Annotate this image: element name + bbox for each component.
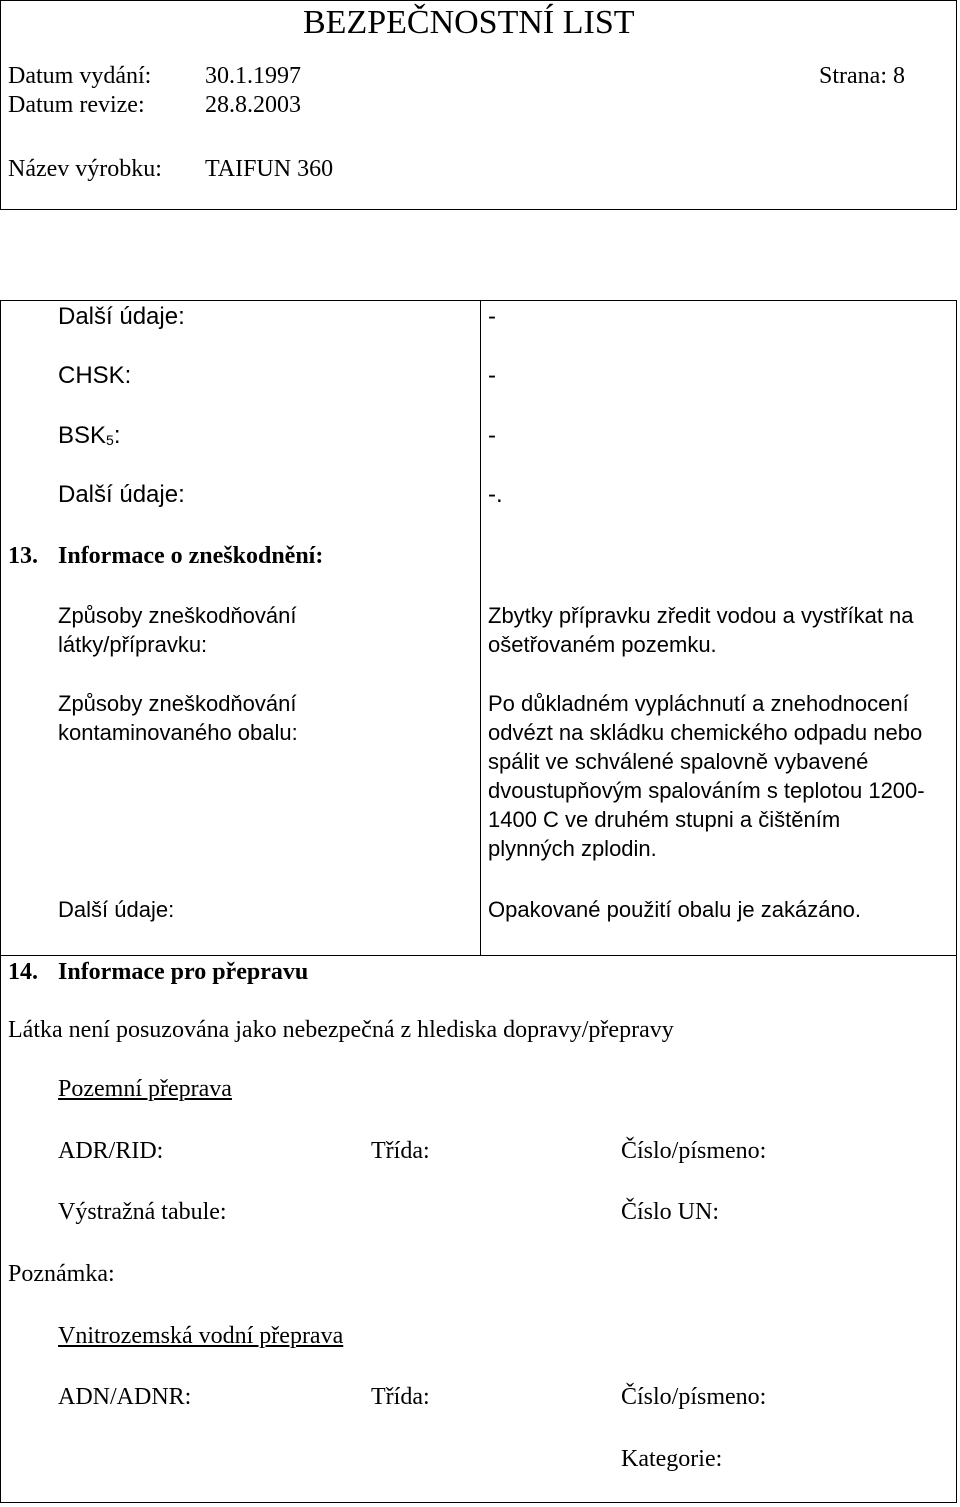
land-transport-heading: Pozemní přeprava <box>58 1076 232 1102</box>
value-line: 1400 C ve druhém stupni a čištěním <box>488 807 841 832</box>
warning-plate-label: Výstražná tabule: <box>58 1199 227 1225</box>
section-14-title: Informace pro přepravu <box>58 959 309 985</box>
value-line: odvézt na skládku chemického odpadu nebo <box>488 720 923 745</box>
section-13-title: Informace o zneškodnění: <box>58 543 324 569</box>
product-name-value: TAIFUN 360 <box>205 156 334 182</box>
value-line: plynných zplodin. <box>488 836 657 861</box>
transport-intro: Látka není posuzována jako nebezpečná z hlediska dopravy/přepravy <box>8 1017 674 1043</box>
disposal-packaging-value <box>488 689 925 863</box>
note-label: Poznámka: <box>8 1261 115 1287</box>
disposal-substance-label <box>58 601 297 659</box>
inland-waterway-heading: Vnitrozemská vodní přeprava <box>58 1323 344 1349</box>
issue-date-value: 30.1.1997 <box>205 63 301 89</box>
page-number: Strana: 8 <box>819 63 905 89</box>
section-14-number: 14. <box>8 959 38 985</box>
value-line: dvoustupňovým spalováním s teplotou 1200- <box>488 778 925 803</box>
number-letter-label: Číslo/písmeno: <box>621 1138 767 1164</box>
value-line: Opakované použití obalu je zakázáno. <box>488 897 862 922</box>
bsk-colon: : <box>113 422 121 449</box>
bsk-main: BSK <box>58 422 107 449</box>
label-line: látky/přípravku: <box>58 632 208 657</box>
value-line: Po důkladném vypláchnutí a znehodnocení <box>488 691 909 716</box>
bsk-subscript: 5 <box>106 432 114 448</box>
field-label: Další údaje: <box>58 481 185 508</box>
label-line: Další údaje: <box>58 897 175 922</box>
class-label: Třída: <box>371 1138 430 1164</box>
class-label: Třída: <box>371 1384 430 1410</box>
adr-rid-label: ADR/RID: <box>58 1138 164 1164</box>
section-13-number: 13. <box>8 543 38 569</box>
disposal-packaging-label <box>58 689 298 747</box>
label-line: kontaminovaného obalu: <box>58 720 298 745</box>
field-label: CHSK: <box>58 362 132 389</box>
value-line: spálit ve schválené spalovně vybavené <box>488 749 869 774</box>
product-name-label: Název výrobku: <box>8 156 162 182</box>
label-line: Způsoby zneškodňování <box>58 603 297 628</box>
revision-date-label: Datum revize: <box>8 92 145 118</box>
issue-date-label: Datum vydání: <box>8 63 152 89</box>
value-line: Zbytky přípravku zředit vodou a vystříkat na <box>488 603 914 628</box>
document-title: BEZPEČNOSTNÍ LIST <box>303 4 635 41</box>
disposal-other-value <box>488 895 861 924</box>
field-value: - <box>488 362 496 389</box>
field-value: - <box>488 303 496 330</box>
field-label-bsk <box>58 422 121 450</box>
number-letter-label: Číslo/písmeno: <box>621 1384 767 1410</box>
field-value: - <box>488 422 496 449</box>
label-line: Způsoby zneškodňování <box>58 691 297 716</box>
adn-adnr-label: ADN/ADNR: <box>58 1384 192 1410</box>
value-line: ošetřovaném pozemku. <box>488 632 717 657</box>
disposal-substance-value <box>488 601 914 659</box>
section-divider <box>0 955 957 956</box>
field-label: Další údaje: <box>58 303 185 330</box>
field-value: -. <box>488 481 503 508</box>
category-label: Kategorie: <box>621 1446 723 1472</box>
disposal-other-label <box>58 895 174 924</box>
revision-date-value: 28.8.2003 <box>205 92 301 118</box>
un-number-label: Číslo UN: <box>621 1199 720 1225</box>
column-divider <box>480 300 481 956</box>
